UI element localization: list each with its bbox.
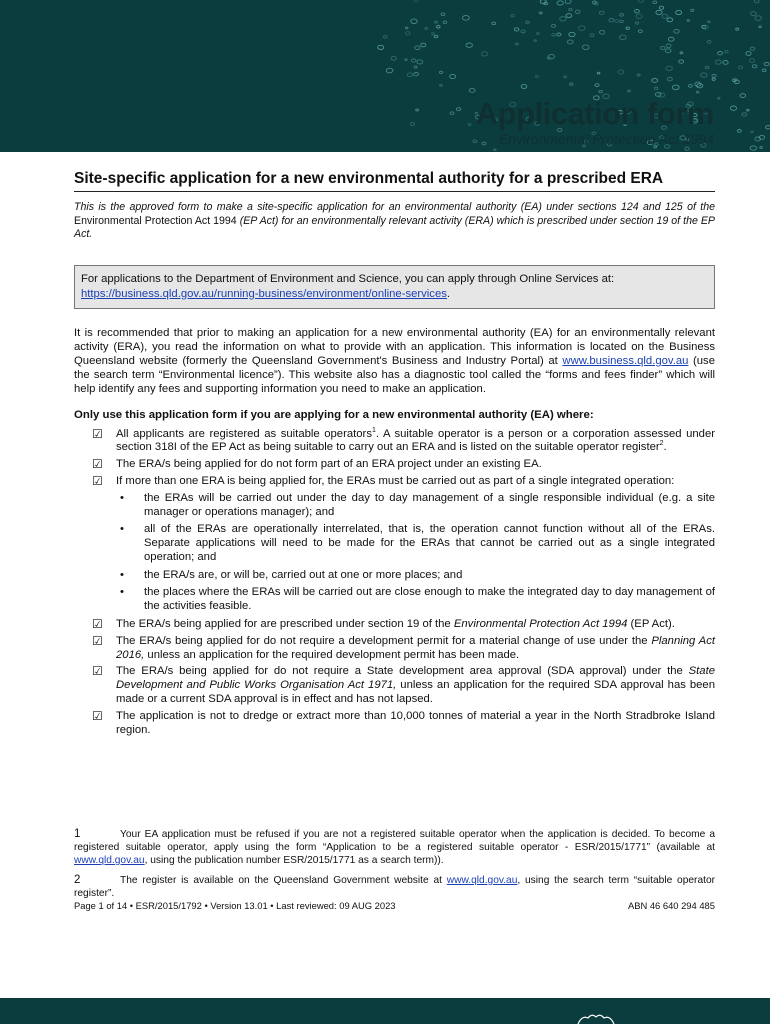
online-services-link[interactable]: https://business.qld.gov.au/running-business/environment/online-services (81, 287, 447, 300)
page-footer (74, 900, 715, 911)
pattern-dot (701, 73, 707, 77)
pattern-dot (638, 30, 642, 33)
pattern-dot (666, 44, 671, 48)
pattern-dot (590, 34, 594, 37)
bullet-icon: • (120, 568, 124, 581)
bullet-item: • the places where the ERAs will be carried out are close enough to make the integrated day to day management of the activities feasible. (120, 586, 715, 613)
pattern-dot (570, 83, 573, 85)
pattern-dot (511, 15, 514, 17)
pattern-dot (414, 0, 418, 2)
pattern-dot (515, 43, 518, 45)
pattern-dot (712, 74, 716, 77)
pattern-dot (534, 40, 536, 42)
page-info: Page 1 of 14 • ESR/2015/1792 • Version 13.01 • Last reviewed: 09 AUG 2023 (74, 900, 396, 911)
pattern-dot (421, 43, 426, 47)
footnote-1: 1 Your EA application must be refused if you are not a registered suitable operator when the application is decided. To become a registered suitable operator, apply using the form “Application to be a registered suitable operator - ESR/2015/1771” (available at www.qld.gov.au, using the publication number ESR/2015/1771 as a search term)). (74, 828, 715, 866)
pattern-dot (583, 45, 590, 50)
footer-bar (0, 998, 770, 1024)
pattern-dot (440, 85, 443, 87)
pattern-dot (434, 35, 438, 37)
pattern-dot (575, 10, 580, 13)
criteria-item: ☑ The application is not to dredge or extract more than 10,000 tonnes of material a year in the North Stradbroke Island region. (92, 708, 715, 736)
pattern-dot (634, 10, 639, 13)
pattern-dot (386, 68, 393, 73)
pattern-dot (635, 22, 638, 24)
pattern-dot (615, 20, 619, 23)
main-content (74, 170, 715, 740)
pattern-dot (599, 11, 604, 14)
pattern-dot (712, 78, 715, 80)
header-banner (0, 0, 770, 152)
pattern-dot (762, 69, 766, 72)
pattern-dot (599, 30, 604, 34)
pattern-dot (414, 66, 417, 68)
pattern-dot (415, 46, 420, 50)
pattern-dot (441, 13, 445, 16)
pattern-dot (674, 29, 679, 33)
pattern-dot (378, 45, 384, 49)
pattern-dot (414, 73, 419, 76)
pattern-dot (406, 32, 411, 35)
pattern-dot (552, 34, 556, 37)
intro-text: This is the approved form to make a site-specific application for an environmental authority (EA) under sections 124 and 125 of the Environmental Protection Act 1994 (EP Act) for an environmentally relevant activity (ERA) which is prescribed under section 19 of the EP Act. (74, 201, 715, 240)
pattern-dot (707, 41, 711, 44)
bullet-icon: • (120, 491, 124, 504)
pattern-dot (751, 12, 757, 16)
pattern-dot (725, 51, 728, 53)
pattern-dot (391, 56, 396, 60)
pattern-dot (521, 85, 527, 89)
pattern-dot (514, 28, 519, 31)
criteria-item: ☑ If more than one ERA is being applied for, the ERAs must be carried out as part of a single integrated operation: • the ERAs will be carried out under the day to day management of a single responsible individual (e.g. a site manager or operations manager); and • all of the ERAs are operationally interrelated, that is, the operation cannot function without all of the ERAs. Separate applications will need to be made for the ERAs that cannot be carried out as a single integrated operation; and • the ERA/s are, or will be, carried out at one or more places; and • the places where the ERAs will be carried out are close enough to make the integrated day to day management of the activities feasible. (92, 473, 715, 613)
pattern-dot (708, 21, 711, 23)
pattern-dot (557, 1, 563, 5)
abn-number: ABN 46 640 294 485 (627, 900, 715, 911)
pattern-dot (620, 14, 624, 17)
crest-icon (576, 1013, 616, 1024)
pattern-dot (749, 59, 754, 63)
pattern-dot (668, 37, 674, 41)
pattern-dot (666, 66, 672, 70)
pattern-dot (410, 122, 414, 125)
pattern-dot (417, 60, 423, 64)
pattern-dot (653, 1, 657, 4)
pattern-dot (411, 19, 417, 24)
pattern-dot (736, 28, 739, 30)
pattern-dot (688, 85, 692, 88)
pattern-dot (626, 27, 629, 29)
pattern-dot (752, 65, 756, 68)
pattern-dot (715, 60, 721, 64)
pattern-dot (521, 30, 525, 33)
pattern-dot (450, 74, 456, 78)
pattern-dot (754, 0, 759, 3)
pattern-dot (746, 52, 751, 56)
checked-box-icon: ☑ (92, 426, 103, 441)
pattern-dot (437, 25, 441, 28)
pattern-dot (560, 17, 566, 21)
pattern-dot (439, 71, 442, 73)
pattern-dot (595, 84, 599, 87)
pattern-dot (411, 59, 416, 62)
pattern-dot (662, 14, 668, 18)
checked-box-icon: ☑ (92, 457, 103, 472)
pattern-dot (705, 66, 709, 68)
pattern-dot (660, 46, 665, 49)
pattern-dot (665, 49, 671, 53)
qld-gov-link[interactable]: www.qld.gov.au (446, 875, 518, 886)
pattern-dot (620, 35, 627, 40)
pattern-dot (463, 15, 470, 20)
criteria-heading: Only use this application form if you are applying for a new environmental authority (EA) where: (74, 408, 594, 421)
pattern-dot (567, 40, 573, 44)
pattern-dot (676, 10, 682, 14)
bullet-icon: • (120, 586, 124, 599)
pattern-dot (659, 6, 663, 9)
pattern-dot (443, 21, 447, 24)
pattern-dot (673, 85, 680, 90)
pattern-dot (405, 27, 408, 29)
pattern-dot (636, 14, 642, 18)
pattern-dot (656, 10, 662, 14)
form-act-subtitle: Environmental Protection Act 1994 (498, 131, 714, 147)
pattern-dot (620, 20, 623, 22)
checked-box-icon: ☑ (92, 708, 103, 723)
pattern-dot (492, 22, 496, 25)
qld-gov-link[interactable]: www.qld.gov.au (74, 855, 145, 866)
criteria-item: ☑ All applicants are registered as suitable operators$^1$. A suitable operator is a person or a corporation assessed under section 318I of the EP Act as being suitable to carry out an ERA and is listed on the suitable operator register$^2$. (92, 426, 715, 454)
pattern-dot (638, 0, 643, 2)
pattern-dot (618, 70, 624, 74)
criteria-item: ☑ The ERA/s being applied for do not form part of an ERA project under an existing EA. (92, 457, 542, 472)
pattern-dot (537, 33, 540, 35)
footnote-2: 2 The register is available on the Queensland Government website at www.qld.gov.au, using the search term “suitable operator register”. (74, 874, 716, 899)
pattern-dot (718, 52, 723, 55)
pattern-dot (566, 14, 572, 18)
checked-box-icon: ☑ (92, 633, 103, 648)
criteria-item: ☑ The ERA/s being applied for are prescribed under section 19 of the Environmental Protection Act 1994 (EP Act). (92, 617, 675, 632)
online-services-box: For applications to the Department of Environment and Science, you can apply through Online Services at: https://business.qld.gov.au/running-business/environment/online-services. (74, 265, 715, 309)
pattern-dot (432, 33, 435, 35)
pattern-dot (679, 60, 684, 63)
pattern-dot (750, 47, 755, 50)
criteria-list (74, 428, 715, 738)
pattern-dot (652, 78, 658, 82)
pattern-dot (536, 76, 539, 78)
pattern-dot (565, 0, 571, 3)
pattern-dot (764, 62, 769, 65)
pattern-dot (552, 24, 556, 27)
recommendation-paragraph: It is recommended that prior to making an application for a new environmental authority (EA) for an environmentally relevant activity (ERA), you read the information on what to provide with an application. This information is located on the Business Queensland website (formerly the Queensland Government's Business and Industry Portal) at www.business.qld.gov.au (use the search term “Environmental licence”). This website also has a diagnostic tool called the “forms and fees finder” which will help identify any fees and supporting information you need to make an application. (74, 326, 715, 396)
pattern-dot (691, 9, 694, 11)
pattern-dot (738, 66, 742, 69)
pattern-dot (687, 20, 689, 22)
pattern-dot (539, 12, 542, 14)
pattern-dot (569, 8, 572, 10)
form-title: Application form (475, 96, 714, 131)
pattern-dot (759, 26, 761, 28)
pattern-dot (435, 21, 438, 23)
pattern-dot (564, 76, 567, 78)
pattern-dot (569, 32, 575, 36)
criteria-item: ☑ The ERA/s being applied for do not require a State development area approval (SDA approval) under the State Development and Public Works Organisation Act 1971, unless an application for the required SDA approval has been made or a current SDA approval is in effect and has not lapsed. (92, 664, 715, 706)
pattern-dot (654, 87, 658, 90)
bullet-icon: • (120, 523, 124, 536)
pattern-dot (755, 16, 762, 21)
pattern-dot (526, 21, 530, 23)
checked-box-icon: ☑ (92, 664, 103, 679)
pattern-dot (680, 52, 683, 54)
pattern-dot (667, 18, 673, 22)
pattern-dot (548, 54, 554, 58)
pattern-dot (481, 52, 487, 56)
pattern-dot (597, 72, 600, 74)
pattern-dot (557, 33, 561, 36)
bullet-item: • all of the ERAs are operationally interrelated, that is, the operation cannot function without all of the ERAs. Separate applications will need to be made for the ERAs that cannot be carried out as a single integrated operation; and (120, 523, 715, 563)
pattern-dot (416, 109, 419, 111)
bullet-item: • the ERA/s are, or will be, carried out at one or more places; and (120, 568, 463, 581)
business-qld-link[interactable]: www.business.qld.gov.au (562, 354, 689, 367)
pattern-dot (466, 43, 472, 47)
pattern-dot (667, 77, 672, 81)
pattern-dot (407, 73, 412, 77)
checked-box-icon: ☑ (92, 617, 103, 632)
pattern-dot (723, 61, 728, 65)
pattern-dot (405, 59, 407, 61)
document-title: Site-specific application for a new environmental authority for a prescribed ERA (74, 170, 715, 192)
criteria-item: ☑ The ERA/s being applied for do not require a development permit for a material change of use under the Planning Act 2016, unless an application for the required development permit has been made. (92, 633, 715, 661)
pattern-dot (579, 26, 586, 31)
checked-box-icon: ☑ (92, 473, 103, 488)
pattern-dot (637, 74, 640, 76)
integrated-operation-list (116, 492, 715, 614)
bullet-item: • the ERAs will be carried out under the day to day management of a single responsible individual (e.g. a site manager or operations manager); and (120, 491, 715, 518)
pattern-dot (609, 19, 614, 22)
pattern-dot (383, 36, 387, 39)
pattern-dot (425, 28, 428, 30)
